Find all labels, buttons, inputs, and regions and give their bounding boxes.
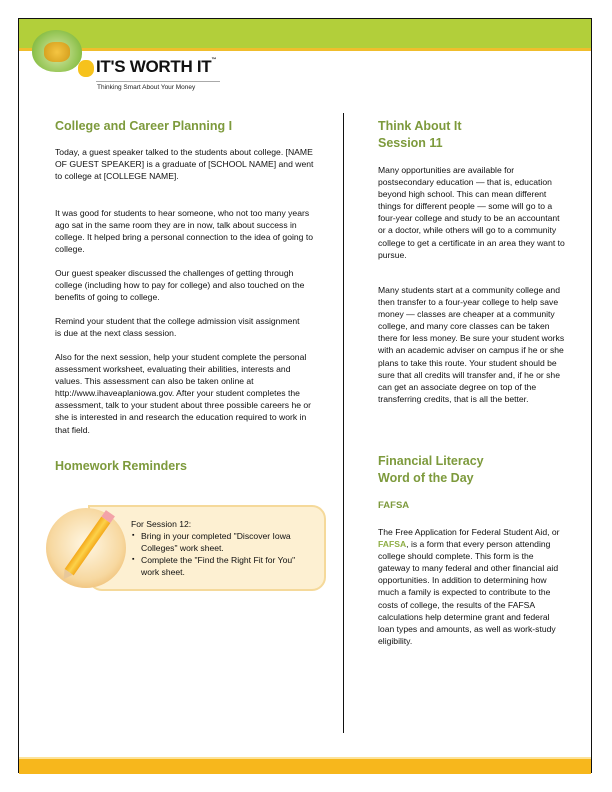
word-definition: The Free Application for Federal Student Aid, or FAFSA, is a form that every person attending college should complete. This form is the gateway to many federal and other financial aid opportunities. In addition to determining how much a family is expected to contribute to the costs of college, the results of the FAFSA calculations help determine grant and federal loan types and amounts, as well as work-study eligibility. xyxy=(378,527,560,646)
homework-item: ▪ Bring in your completed "Discover Iowa Colleges" work sheet. xyxy=(141,530,311,554)
paragraph: Many students start at a community college and then transfer to a four-year college to help save money — classes are cheaper at a community college, and many core classes can be taken there for less money. Be sure your student works with an academic adviser on campus if he or she plans to take this route. Your student should be sure that all credits will transfer and, if he or she can get an associate degree on top of the transferring credits, that is all the better. xyxy=(378,285,565,404)
left-title: College and Career Planning I xyxy=(55,119,233,133)
homework-list xyxy=(131,518,311,578)
paragraph: Many opportunities are available for postsecondary education — that is, education beyond high school. This can mean different things for different people — some will go to a four-year college and study to be an accountant or a doctor, while others will go to a community college to get a certificate in an area they want to pursue. xyxy=(378,165,565,260)
footer-band xyxy=(19,757,591,774)
word-of-day-title: Financial Literacy Word of the Day xyxy=(378,454,484,485)
paragraph: Also for the next session, help your student complete the personal assessment worksheet, evaluating their abilities, interests and values. This assessment can also be taken online at http://www.ihaveaplaniowa.gov. After your student completes the assessment, talk to your student about three possible careers he or she is interested in and research the education required to work in that field. xyxy=(55,352,312,435)
homework-title: Homework Reminders xyxy=(55,459,187,473)
homework-heading: For Session 12: xyxy=(131,519,192,529)
think-about-it-title: Think About It Session 11 xyxy=(378,119,462,150)
paragraph: It was good for students to hear someone, who not too many years ago sat in the same room they are in now, talk about success in college. It helped bring a personal connection to the idea of going to college. xyxy=(55,208,313,255)
paragraph: Our guest speaker discussed the challenges of getting through college (including how to pay for college) and also touched on the benefits of going to college. xyxy=(55,268,305,303)
logo-title: IT'S WORTH IT™ xyxy=(96,57,217,76)
homework-item: ▪ Complete the "Find the Right Fit for You" work sheet. xyxy=(141,554,311,578)
header-band xyxy=(19,19,591,51)
coins-icon xyxy=(44,42,70,62)
paragraph: Today, a guest speaker talked to the students about college. [NAME OF GUEST SPEAKER] is a graduate of [SCHOOL NAME] and went to college at [COLLEGE NAME]. xyxy=(55,147,314,182)
mascot-icon xyxy=(78,60,94,77)
logo-tagline: Thinking Smart About Your Money xyxy=(97,84,196,91)
paragraph: Remind your student that the college admission visit assignment is due at the next class session. xyxy=(55,316,300,339)
logo-rule xyxy=(96,81,220,82)
column-divider xyxy=(343,113,344,733)
word-term: FAFSA xyxy=(378,500,410,511)
